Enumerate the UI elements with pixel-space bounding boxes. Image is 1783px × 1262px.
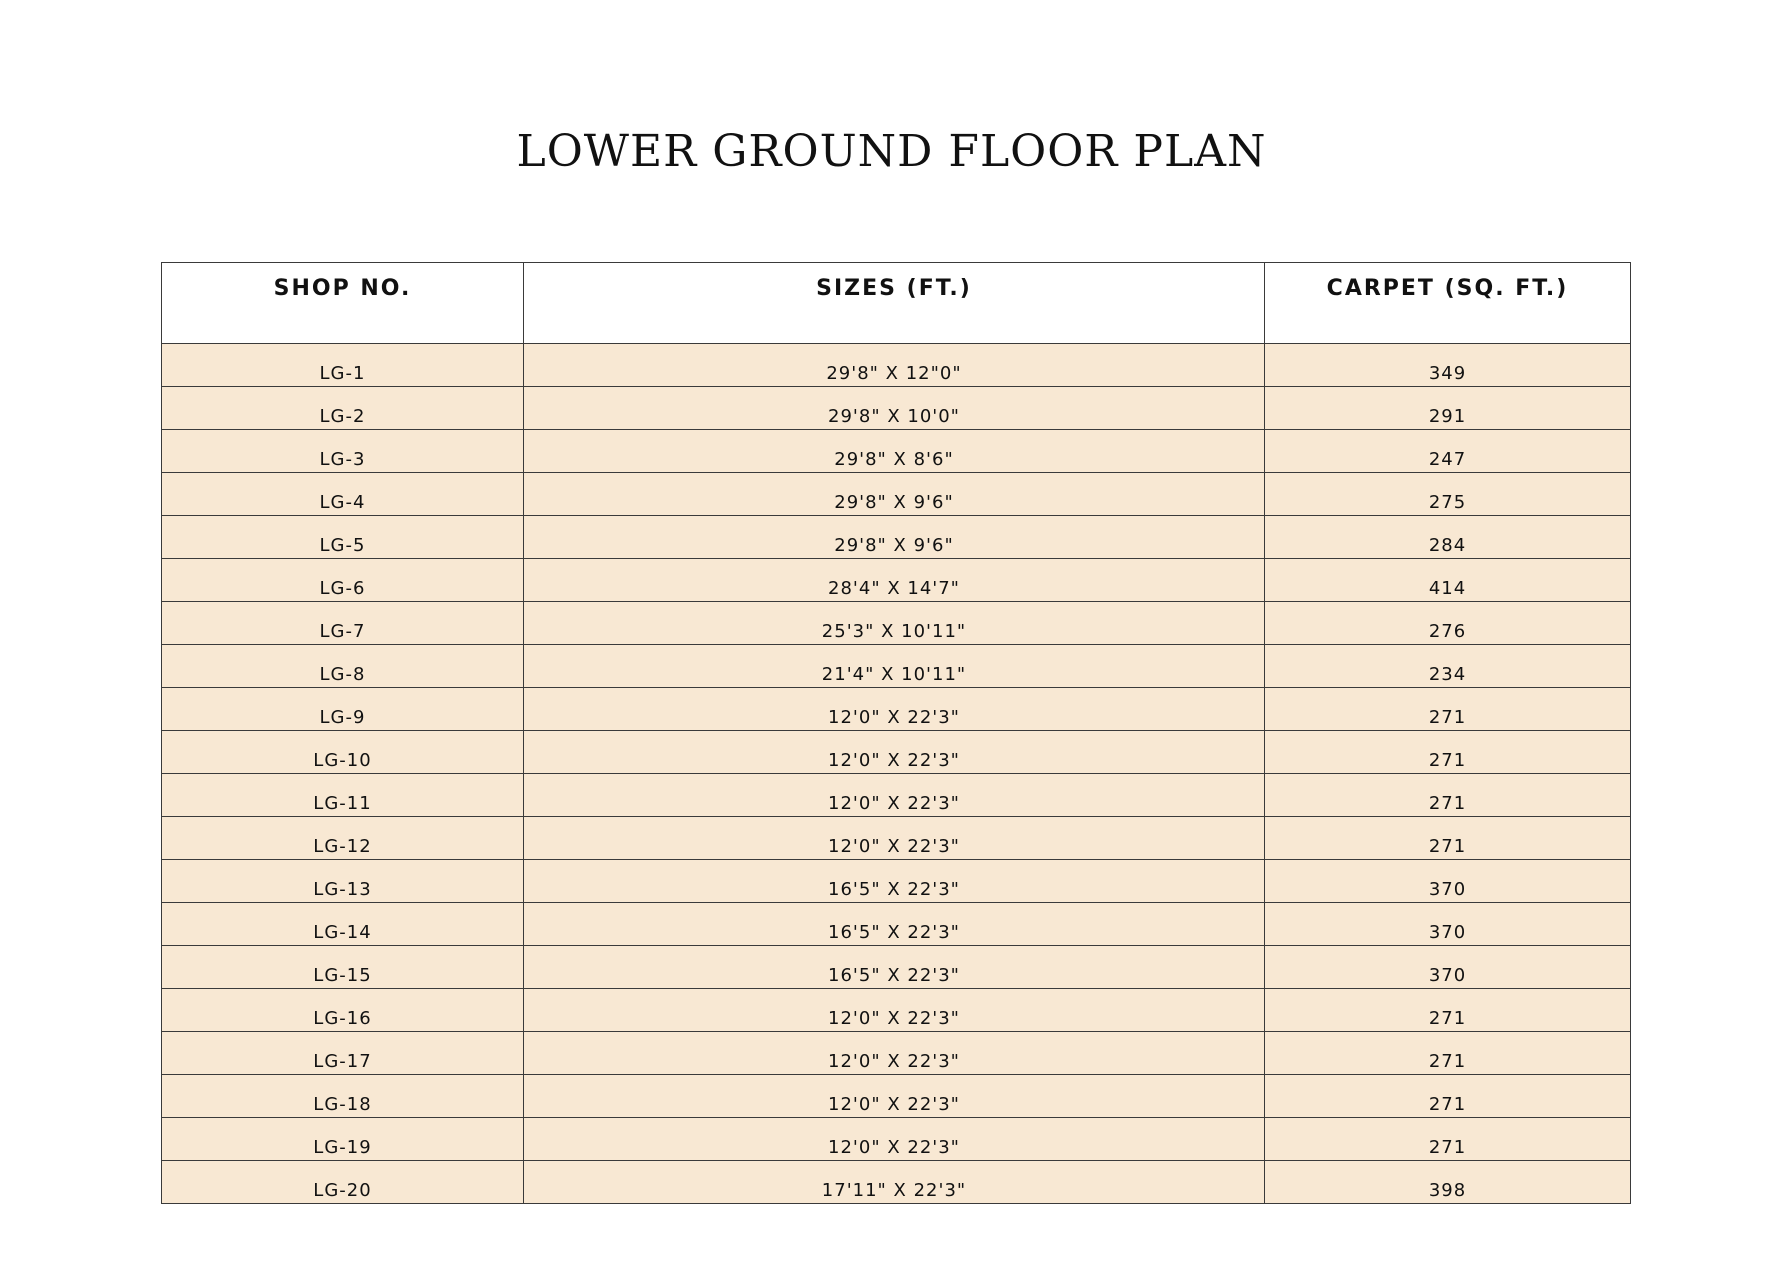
table-row [162,430,1631,473]
carpet-cell: 271 [1265,774,1631,817]
table-row [162,688,1631,731]
size-cell: 12'0" X 22'3" [524,688,1265,731]
table-row [162,903,1631,946]
carpet-cell: 284 [1265,516,1631,559]
table-row [162,817,1631,860]
carpet-cell: 349 [1265,344,1631,387]
size-cell: 28'4" X 14'7" [524,559,1265,602]
table-row [162,559,1631,602]
table-row [162,602,1631,645]
column-header-carpet: CARPET (SQ. FT.) [1265,263,1631,344]
shop-no-cell: LG-9 [162,688,524,731]
carpet-cell: 370 [1265,946,1631,989]
size-cell: 12'0" X 22'3" [524,774,1265,817]
size-cell: 21'4" X 10'11" [524,645,1265,688]
shop-no-cell: LG-1 [162,344,524,387]
shop-no-cell: LG-2 [162,387,524,430]
table-row [162,1032,1631,1075]
shop-no-cell: LG-11 [162,774,524,817]
size-cell: 29'8" X 12"0" [524,344,1265,387]
size-cell: 29'8" X 9'6" [524,473,1265,516]
table-row [162,1161,1631,1204]
shop-no-cell: LG-10 [162,731,524,774]
table-row [162,645,1631,688]
shop-no-cell: LG-13 [162,860,524,903]
table-row [162,387,1631,430]
shop-no-cell: LG-3 [162,430,524,473]
shop-no-cell: LG-19 [162,1118,524,1161]
shop-no-cell: LG-20 [162,1161,524,1204]
table-row [162,946,1631,989]
table-row [162,1118,1631,1161]
carpet-cell: 275 [1265,473,1631,516]
size-cell: 12'0" X 22'3" [524,989,1265,1032]
carpet-cell: 291 [1265,387,1631,430]
carpet-cell: 247 [1265,430,1631,473]
carpet-cell: 276 [1265,602,1631,645]
shop-no-cell: LG-4 [162,473,524,516]
table-row [162,774,1631,817]
shop-no-cell: LG-8 [162,645,524,688]
size-cell: 29'8" X 9'6" [524,516,1265,559]
size-cell: 12'0" X 22'3" [524,1118,1265,1161]
carpet-cell: 370 [1265,903,1631,946]
carpet-cell: 271 [1265,817,1631,860]
carpet-cell: 398 [1265,1161,1631,1204]
shop-no-cell: LG-17 [162,1032,524,1075]
shop-no-cell: LG-18 [162,1075,524,1118]
carpet-cell: 271 [1265,989,1631,1032]
carpet-cell: 370 [1265,860,1631,903]
table-body [162,344,1631,1204]
shop-no-cell: LG-5 [162,516,524,559]
shop-no-cell: LG-14 [162,903,524,946]
carpet-cell: 271 [1265,1075,1631,1118]
table-row [162,731,1631,774]
column-header-shop-no: SHOP NO. [162,263,524,344]
table-row [162,1075,1631,1118]
carpet-cell: 234 [1265,645,1631,688]
size-cell: 16'5" X 22'3" [524,903,1265,946]
size-cell: 17'11" X 22'3" [524,1161,1265,1204]
size-cell: 16'5" X 22'3" [524,860,1265,903]
shop-no-cell: LG-6 [162,559,524,602]
table-row [162,860,1631,903]
size-cell: 12'0" X 22'3" [524,731,1265,774]
column-header-sizes: SIZES (FT.) [524,263,1265,344]
page-title: LOWER GROUND FLOOR PLAN [516,126,1267,177]
size-cell: 12'0" X 22'3" [524,1032,1265,1075]
shop-no-cell: LG-15 [162,946,524,989]
table-row [162,344,1631,387]
carpet-cell: 271 [1265,731,1631,774]
carpet-cell: 271 [1265,1118,1631,1161]
table-row [162,989,1631,1032]
carpet-cell: 271 [1265,688,1631,731]
size-cell: 12'0" X 22'3" [524,1075,1265,1118]
size-cell: 16'5" X 22'3" [524,946,1265,989]
carpet-cell: 414 [1265,559,1631,602]
size-cell: 12'0" X 22'3" [524,817,1265,860]
shop-no-cell: LG-7 [162,602,524,645]
size-cell: 25'3" X 10'11" [524,602,1265,645]
carpet-cell: 271 [1265,1032,1631,1075]
table-row [162,516,1631,559]
size-cell: 29'8" X 10'0" [524,387,1265,430]
shop-no-cell: LG-16 [162,989,524,1032]
table-header-row [162,263,1631,344]
table-row [162,473,1631,516]
shop-no-cell: LG-12 [162,817,524,860]
floor-plan-table [161,262,1631,1204]
size-cell: 29'8" X 8'6" [524,430,1265,473]
